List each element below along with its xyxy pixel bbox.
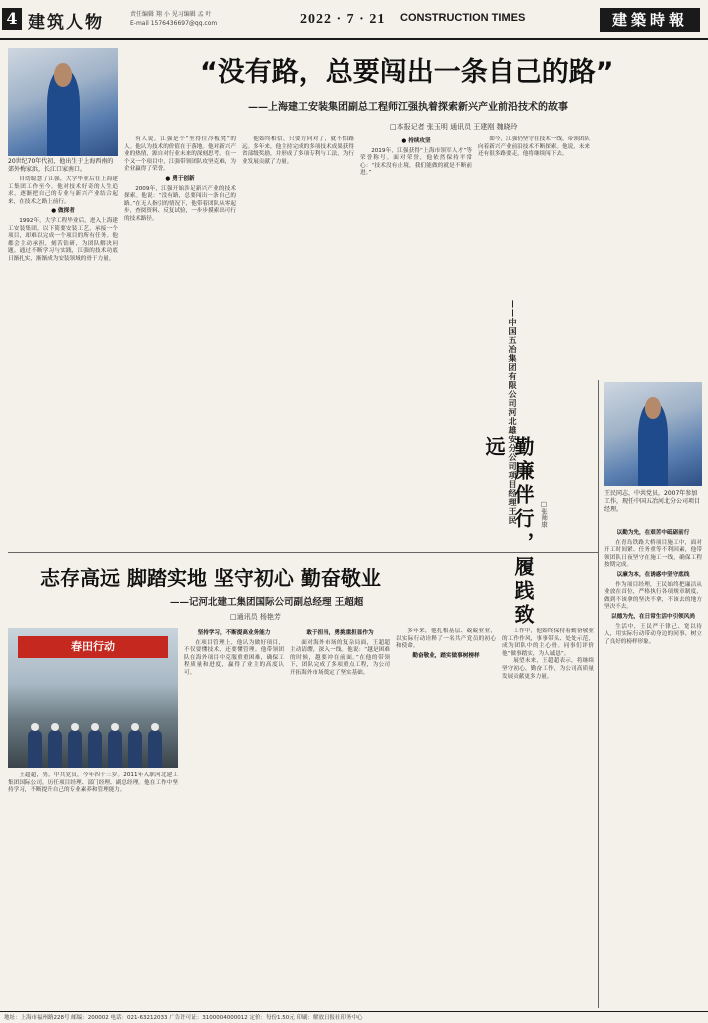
editor-line: 责任编辑 翔 小 见习编辑 孟 叶	[130, 11, 212, 18]
article3-section-head-1: 以勤为先，在艰苦中砥砺前行	[616, 530, 690, 536]
article1-paragraph-4: 他始终相信，只要方向对了，就不怕路远。多年来，他主持完成的多项技术成果获得省部级奖励，并形成了多项专利与工法，为行业发展贡献了力量。	[242, 136, 354, 165]
article3-photo-caption: 王民同志，中共党员，2007年参加工作，现任中国五冶河北分公司项目经理。	[604, 490, 701, 513]
article2-paragraph-4: 多年来，他扎根基层、兢兢业业，以实际行动诠释了一名共产党员的初心和使命。	[396, 628, 496, 650]
article2-paragraph-2: 在项目管理上，他认为做好项目，不仅要懂技术，还要懂管理。他带领团队在海外项目中克服重重困难，确保工程质量和进度，赢得了业主的高度认可。	[184, 639, 284, 676]
article2-column-1	[8, 772, 178, 1008]
photo-figure-head	[54, 63, 72, 87]
article1-byline: □本报记者 张玉明 通讯员 王建刚 魏晓玲	[390, 123, 518, 131]
masthead	[0, 0, 708, 38]
article3-paragraph-3: 生活中，王民严于律己、宽以待人，用实际行动带动身边的同事，树立了良好的榜样形象。	[604, 623, 702, 645]
article1-column-4	[360, 136, 472, 548]
worker-figure	[88, 730, 102, 768]
article1-column-2	[124, 136, 236, 548]
worker-figure	[128, 730, 142, 768]
article3-byline: □张帅康	[540, 500, 548, 528]
article1-column-6	[596, 136, 702, 376]
issue-date: 2022 · 7 · 21	[300, 12, 386, 27]
article2-section-head-3: 勤奋敬业，踏实做事树榜样	[412, 652, 480, 659]
page-footer: 地址：上海市福州路228号 邮编：200002 电话：021-63212033 广告许可证：3100004000012 定价：每份1.50元 印刷：解放日报社印务中心	[0, 1011, 708, 1023]
article3-section-head-3: 以德为先，在日常生活中引领风尚	[611, 613, 695, 620]
masthead-rule	[0, 38, 708, 40]
article2-subhead: ——记河北建工集团国际公司副总经理 王超超	[170, 597, 364, 608]
site-banner: 春田行动	[18, 636, 168, 658]
article2-site-photo	[8, 628, 178, 768]
article1-section-head-3: ● 持续攻坚	[401, 138, 431, 144]
article1-column-1	[8, 176, 118, 548]
article2-byline: □通讯员 杨艳芳	[230, 613, 281, 621]
article3-paragraph-1: 在青岛铁路大桥项目施工中，面对开工时间紧、任务重等不利因素，他带领团队日夜坚守在施工一线，确保工程按期完成。	[604, 539, 702, 569]
paper-logo: 建築時報	[600, 8, 700, 32]
article2-section-head-1: 坚持学习，不断提高业务能力	[197, 630, 271, 636]
article1-paragraph-6: 如今，江强仍坚守在技术一线，带领团队向着新兴产业前沿技术不断探索。他说，未来还有很多路要走，他将继续闯下去。	[478, 136, 590, 158]
photo-figure-head	[645, 397, 661, 420]
article1-paragraph-1: 1992年，大学工程毕业后，进入上海建工安装集团。以下简要安装工艺，承接一个项目，却难以完成一个项目的所有任务。他都会主动承担，刻苦钻研，为团队解决问题。通过不断学习与实践，江强的技术功底日渐扎实，渐渐成为安装领域的骨干力量。	[8, 217, 118, 262]
article1-subhead: ——上海建工安装集团副总工程师江强执着探索新兴产业前沿技术的故事	[248, 102, 568, 113]
article1-paragraph-3: 2009年，江强开始涉足新兴产业的技术探索。他说：“没有路，总要闯出一条自己的路。”在无人指引的情况下，他带着团队从零起步，查阅资料、反复试验，一步步摸索出可行的技术路径。	[124, 185, 236, 222]
article2-paragraph-6: 展望未来，王超超表示，将继续坚守初心，勤奋工作，为公司高质量发展贡献更多力量。	[502, 658, 594, 680]
article3-paragraph-2: 作为项目经理，王民始终把廉洁从业放在首位，严格执行各项规章制度，做到不该拿的坚决不拿，不该去的地方坚决不去。	[604, 581, 702, 611]
article2-column-5	[502, 628, 594, 1008]
sidebar-divider	[598, 380, 599, 1008]
article2-column-2	[184, 628, 284, 1008]
article3-portrait-photo	[604, 382, 702, 486]
worker-figure	[28, 730, 42, 768]
article1-photo-caption: 20世纪70年代初，他出生于上海西南的郊外梅家浜，长江口家南口。	[8, 158, 114, 173]
article1-section-head-2: ● 勇于创新	[165, 175, 195, 182]
article3-body	[604, 528, 702, 1008]
section-title: 建筑人物	[28, 13, 104, 33]
article1-section-head-1: ● 做探者	[51, 208, 75, 215]
worker-figure	[68, 730, 82, 768]
article3-headline: 勤廉伴行，履践致远	[482, 436, 535, 628]
article1-paragraph-5: 2019年，江强获得“上海市领军人才”等荣誉称号。面对荣誉，他依然保持平常心：“技术没有止境，我们能做的就是不断前进。”	[360, 147, 472, 177]
article2-paragraph-5: 工作中，他始终保持着勤奋敬业的工作作风，事事带头、处处示范，成为团队中的主心骨。同事们评价他“做事踏实，为人诚恳”。	[502, 628, 594, 657]
article2-section-head-2: 敢于担当，勇挑重担显作为	[306, 630, 374, 636]
article1-portrait-photo	[8, 48, 118, 156]
editor-email: E-mail 1576436697@qq.com	[130, 20, 218, 27]
article2-column-4	[396, 628, 496, 1008]
worker-figure	[48, 730, 62, 768]
article2-column-3	[290, 628, 390, 1008]
worker-figure	[148, 730, 162, 768]
article3-section-head-2: 以廉为本，在诱惑中坚守底线	[616, 571, 690, 578]
article3-subhead: ——中国五冶集团有限公司河北雄安分公司项目经理王民	[508, 300, 518, 525]
article2-paragraph-1: 王超超，男，中共党员，今年四十三岁。2011年入职河北建工集团国际公司，历任项目经理、部门经理、副总经理。他在工作中坚持学习，不断提升自己的专业素养和管理能力。	[8, 772, 178, 794]
page-number: 4	[2, 8, 22, 30]
article1-headline: “没有路，总要闯出一条自己的路”	[200, 57, 614, 88]
article1-paragraph-2: 有人说，江强是个“坐得住冷板凳”的人。他认为技术的价值在于落地。他对新兴产业的热情，源自对行业未来的深刻思考。在一个又一个项目中，江强带领团队攻坚克难，为企业赢得了荣誉。	[124, 136, 236, 173]
paper-name-en: CONSTRUCTION TIMES	[400, 12, 526, 24]
article2-paragraph-3: 面对海外市场的复杂局面，王超超主动请缨，深入一线。他说：“越是困难的时候，越要冲在前面。”在他的带领下，团队完成了多项重点工程，为公司开拓海外市场奠定了坚实基础。	[290, 639, 390, 676]
article1-intro: 自幼聪慧了江强，大学毕业后在上海建工集团工作至今。他对技术好奇的人生追求，逐渐把自己的专业与新兴产业结合起来，在技术之路上前行。	[8, 176, 118, 205]
worker-figure	[108, 730, 122, 768]
article1-column-3	[242, 136, 354, 548]
article2-headline: 志存高远 脚踏实地 坚守初心 勤奋敬业	[40, 566, 381, 590]
